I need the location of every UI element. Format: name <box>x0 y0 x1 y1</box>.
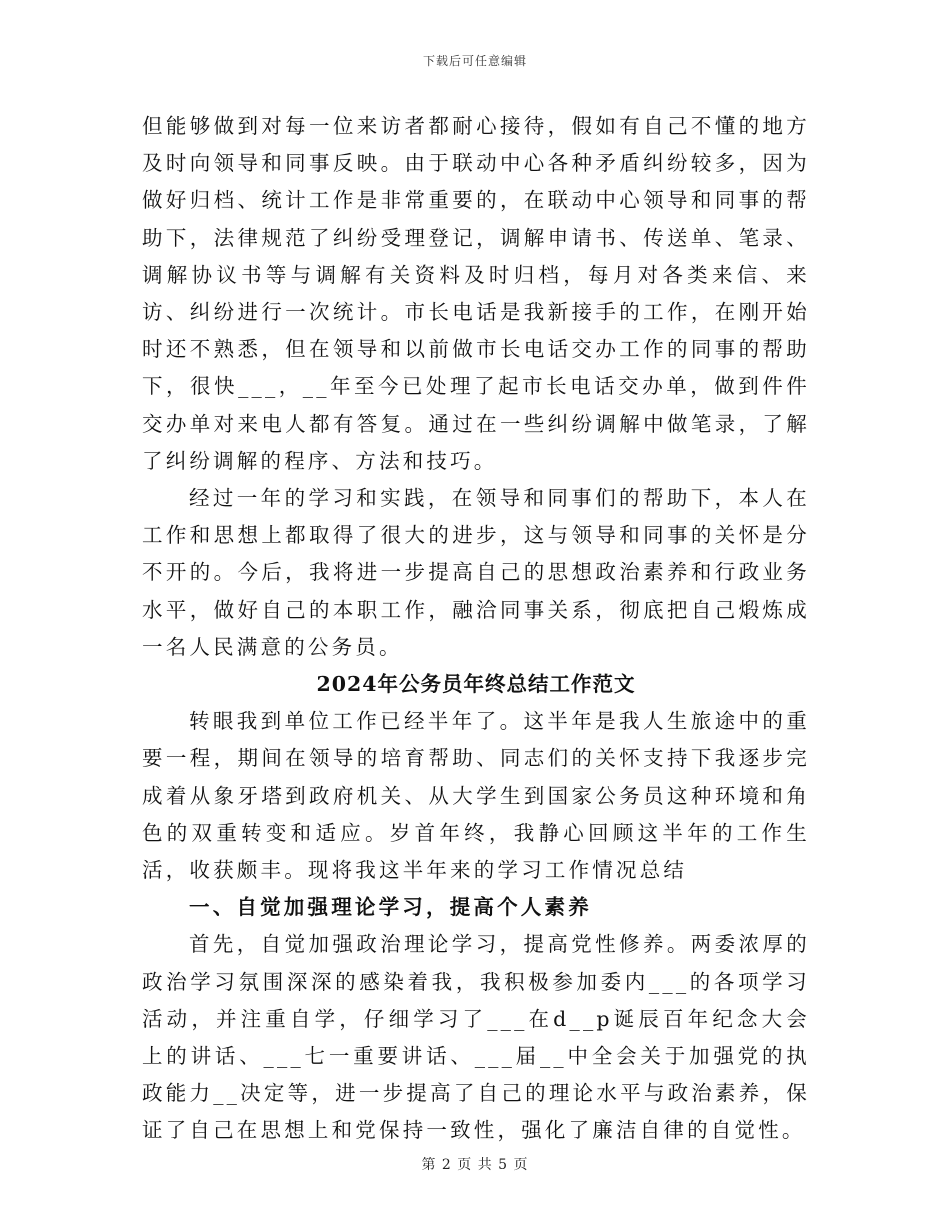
paragraph-summary: 经过一年的学习和实践，在领导和同事们的帮助下，本人在工作和思想上都取得了很大的进步，这与领导和同事的关怀是分不开的。今后，我将进一步提高自己的思想政治素养和行政业务水平，做好自己的本职工作，融洽同事关系，彻底把自己煅炼成一名人民满意的公务员。 <box>142 486 810 659</box>
page-footer: 第 2 页 共 5 页 <box>421 1157 529 1173</box>
paragraph-continuation: 但能够做到对每一位来访者都耐心接待，假如有自己不懂的地方及时向领导和同事反映。由于联动中心各种矛盾纠纷较多，因为做好归档、统计工作是非常重要的，在联动中心领导和同事的帮助下，法律规范了纠纷受理登记，调解申请书、传送单、笔录、调解协议书等与调解有关资料及时归档，每月对各类来信、来访、纠纷进行一次统计。市长电话是我新接手的工作，在刚开始时还不熟悉，但在领导和以前做市长电话交办工作的同事的帮助下，很快___，__年至今已处理了起市长电话交办单，做到件件交办单对来电人都有答复。通过在一些纠纷调解中做笔录，了解了纠纷调解的程序、方法和技巧。 <box>142 114 810 473</box>
document-body <box>142 108 810 1150</box>
section-heading: 一、自觉加强理论学习，提高个人素养 <box>189 895 592 920</box>
page-header: 下载后可任意编辑 <box>422 54 527 68</box>
article-title: 2024年公务员年终总结工作范文 <box>316 672 636 697</box>
paragraph-theory-study: 首先，自觉加强政治理论学习，提高党性修养。两委浓厚的政治学习氛围深深的感染着我，我积极参加委内___的各项学习活动，并注重自学，仔细学习了___在d__p诞辰百年纪念大会上的讲话、___七一重要讲话、___届__中全会关于加强党的执政能力__决定等，进一步提高了自己的理论水平与政治素养，保证了自己在思想上和党保持一致性，强化了廉洁自律的自觉性。 <box>142 932 810 1143</box>
paragraph-intro: 转眼我到单位工作已经半年了。这半年是我人生旅途中的重要一程，期间在领导的培育帮助、同志们的关怀支持下我逐步完成着从象牙塔到政府机关、从大学生到国家公务员这种环境和角色的双重转变和适应。岁首年终，我静心回顾这半年的工作生活，收获颇丰。现将我这半年来的学习工作情况总结 <box>142 709 810 883</box>
